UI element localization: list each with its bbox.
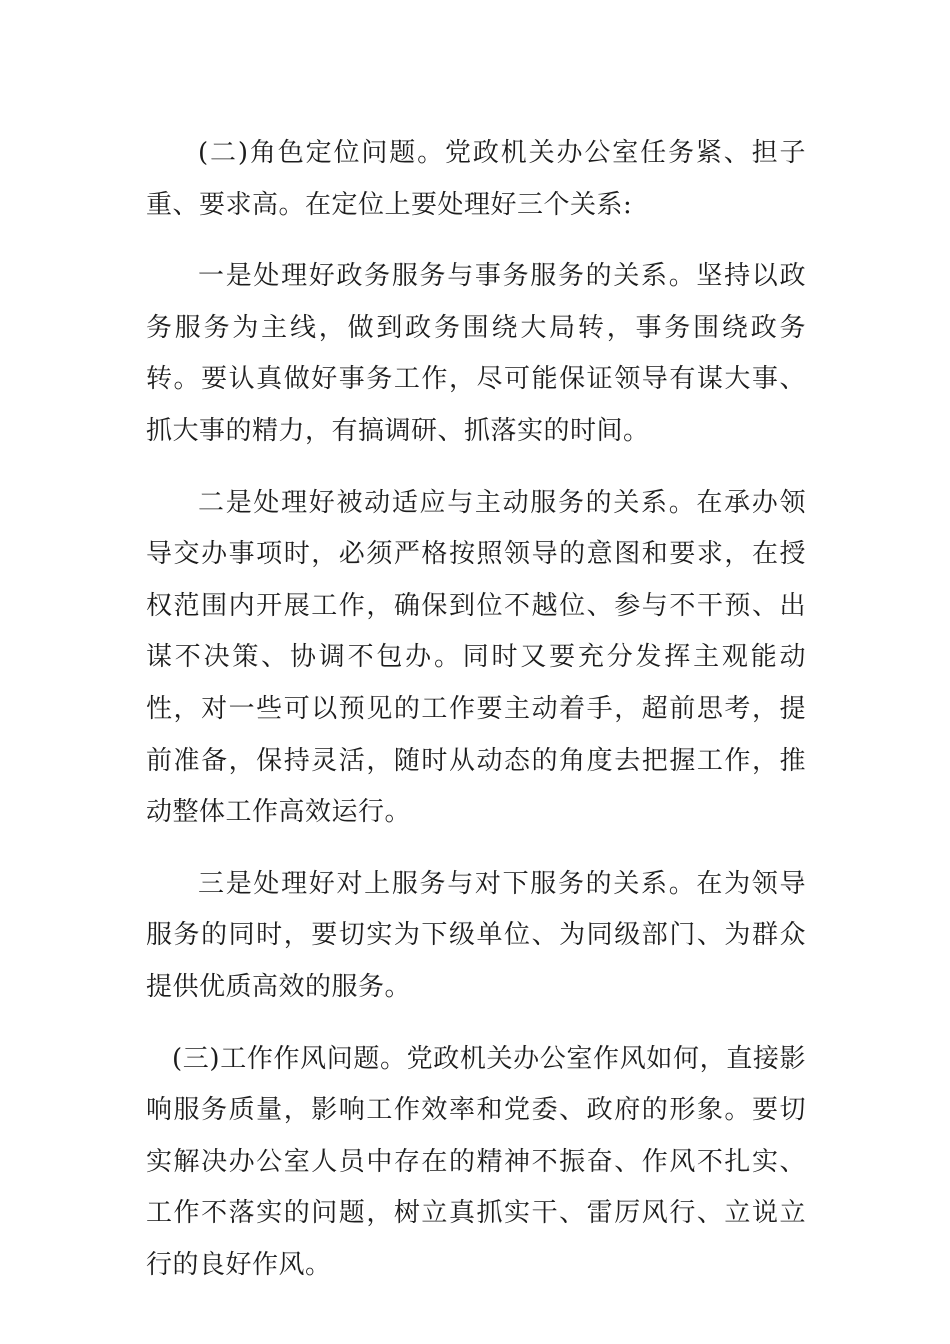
paragraph-relationship-two: 二是处理好被动适应与主动服务的关系。在承办领导交办事项时，必须严格按照领导的意图和要求，在授权范围内开展工作，确保到位不越位、参与不干预、出谋不决策、协调不包办。同时又要充分发挥主观能动性，对一些可以预见的工作要主动着手，超前思考，提前准备，保持灵活，随时从动态的角度去把握工作，推动整体工作高效运行。: [146, 487, 806, 828]
document-body: [146, 128, 806, 1311]
paragraph-relationship-three: 三是处理好对上服务与对下服务的关系。在为领导服务的同时，要切实为下级单位、为同级部门、为群众提供优质高效的服务。: [146, 868, 806, 1002]
paragraph-work-style: (三)工作作风问题。党政机关办公室作风如何，直接影响服务质量，影响工作效率和党委、政府的形象。要切实解决办公室人员中存在的精神不振奋、作风不扎实、工作不落实的问题，树立真抓实干、雷厉风行、立说立行的良好作风。: [146, 1043, 806, 1280]
paragraph-relationship-one: 一是处理好政务服务与事务服务的关系。坚持以政务服务为主线，做到政务围绕大局转，事务围绕政务转。要认真做好事务工作，尽可能保证领导有谋大事、抓大事的精力，有搞调研、抓落实的时间。: [146, 261, 806, 446]
paragraph-role-positioning: (二)角色定位问题。党政机关办公室任务紧、担子重、要求高。在定位上要处理好三个关系:: [146, 138, 806, 220]
